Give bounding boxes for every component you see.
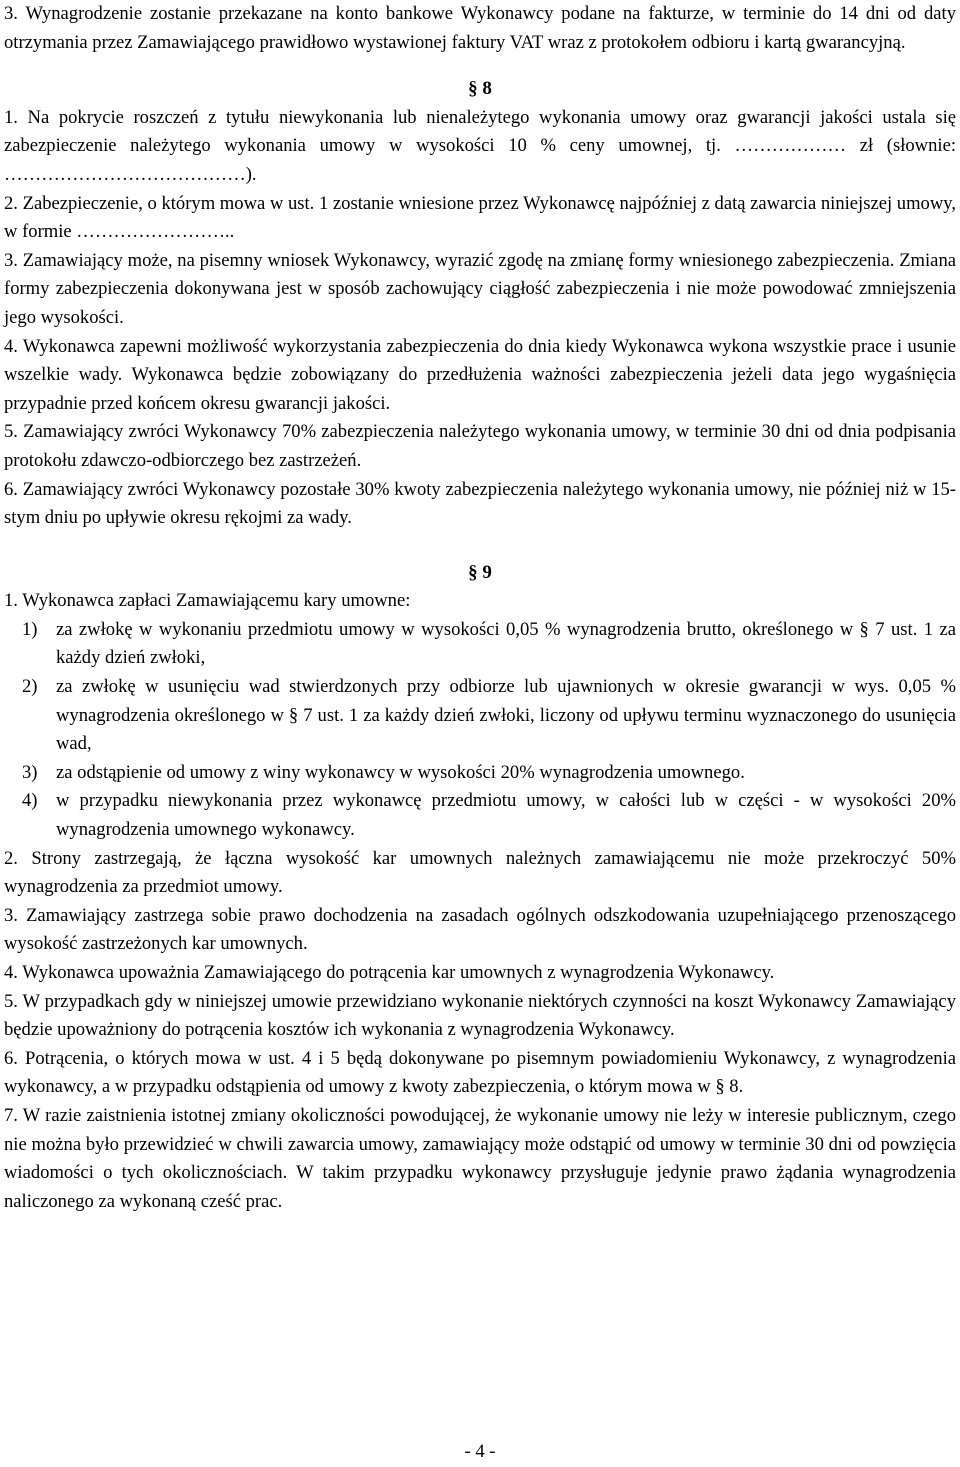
section-9-paragraph-3: 3. Zamawiający zastrzega sobie prawo dochodzenia na zasadach ogólnych odszkodowania uzupełniającego przenoszącego wysokość zastrzeżonych kar umownych.	[4, 904, 956, 955]
page-number: - 4 -	[464, 1441, 496, 1462]
section-9-paragraph-2: 2. Strony zastrzegają, że łączna wysokość kar umownych należnych zamawiającemu nie może przekroczyć 50% wynagrodzenia za przedmiot umowy.	[4, 847, 956, 898]
list-item-text: w przypadku niewykonania przez wykonawcę przedmiotu umowy, w całości lub w części - w wysokości 20% wynagrodzenia umownego wykonawcy.	[56, 790, 956, 841]
list-item-text: za zwłokę w wykonaniu przedmiotu umowy w wysokości 0,05 % wynagrodzenia brutto, określonego w § 7 ust. 1 za każdy dzień zwłoki,	[56, 618, 956, 669]
section-8-paragraph-6: 6. Zamawiający zwróci Wykonawcy pozostałe 30% kwoty zabezpieczenia należytego wykonania umowy, nie później niż w 15-stym dniu po upływie okresu rękojmi za wady.	[4, 478, 956, 529]
section-8-paragraph-2: 2. Zabezpieczenie, o którym mowa w ust. 1 zostanie wniesione przez Wykonawcę najpóźniej z datą zawarcia niniejszej umowy, w formie ……………………..	[4, 192, 956, 243]
section-9-paragraph-5: 5. W przypadkach gdy w niniejszej umowie przewidziano wykonanie niektórych czynności na koszt Wykonawcy Zamawiający będzie upoważniony do potrącenia kosztów ich wykonania z wynagrodzenia Wykonawcy.	[4, 990, 956, 1041]
section-9-paragraph-1: 1. Wykonawca zapłaci Zamawiającemu kary umowne:	[4, 590, 411, 612]
penalty-list	[4, 616, 956, 845]
section-8-paragraph-5: 5. Zamawiający zwróci Wykonawcy 70% zabezpieczenia należytego wykonania umowy, w terminie 30 dni od dnia podpisania protokołu zdawczo-odbiorczego bez zastrzeżeń.	[4, 421, 956, 471]
list-item-number: 4)	[22, 790, 38, 812]
list-item	[4, 616, 956, 673]
section-8-paragraph-1: 1. Na pokrycie roszczeń z tytułu niewykonania lub nienależytego wykonania umowy oraz gwarancji jakości ustala się zabezpieczenie należytego wykonania umowy w wysokości 10 % ceny umownej, tj. ……………… zł (słownie: …………………………………).	[4, 106, 956, 185]
list-item-text: za odstąpienie od umowy z winy wykonawcy w wysokości 20% wynagrodzenia umownego.	[56, 761, 745, 783]
list-item	[4, 673, 956, 759]
section-9-paragraph-7: 7. W razie zaistnienia istotnej zmiany okoliczności powodującej, że wykonanie umowy nie leży w interesie publicznym, czego nie można było przewidzieć w chwili zawarcia umowy, zamawiający może odstąpić od umowy w terminie 30 dni od powzięcia wiadomości o tych okolicznościach. W takim przypadku wykonawcy przysługuje jedynie prawo żądania wynagrodzenia naliczonego za wykonaną cześć prac.	[4, 1104, 956, 1212]
list-item	[4, 787, 956, 844]
list-item-number: 2)	[22, 676, 38, 698]
section-8-paragraph-3: 3. Zamawiający może, na pisemny wniosek Wykonawcy, wyrazić zgodę na zmianę formy wniesionego zabezpieczenia. Zmiana formy zabezpieczenia dokonywana jest w sposób zachowujący ciągłość zabezpieczenia i nie może powodować zmniejszenia jego wysokości.	[4, 249, 956, 328]
section-9-paragraph-4: 4. Wykonawca upoważnia Zamawiającego do potrącenia kar umownych z wynagrodzenia Wykonawcy.	[4, 962, 775, 983]
list-item-number: 1)	[22, 618, 38, 640]
list-item-number: 3)	[22, 761, 38, 783]
paragraph-intro-3: 3. Wynagrodzenie zostanie przekazane na konto bankowe Wykonawcy podane na fakturze, w terminie do 14 dni od daty otrzymania przez Zamawiającego prawidłowo wystawionej faktury VAT wraz z protokołem odbioru i kartą gwarancyjną.	[4, 3, 956, 53]
section-9-paragraph-6: 6. Potrącenia, o których mowa w ust. 4 i 5 będą dokonywane po pisemnym powiadomieniu Wykonawcy, z wynagrodzenia wykonawcy, a w przypadku odstąpienia od umowy z kwoty zabezpieczenia, o którym mowa w § 8.	[4, 1047, 956, 1098]
list-item	[4, 759, 956, 788]
list-item-text: za zwłokę w usunięciu wad stwierdzonych przy odbiorze lub ujawnionych w okresie gwarancji w wys. 0,05 % wynagrodzenia określonego w § 7 ust. 1 za każdy dzień zwłoki, liczony od upływu terminu wyznaczonego do usunięcia wad,	[56, 676, 956, 755]
section-8-paragraph-4: 4. Wykonawca zapewni możliwość wykorzystania zabezpieczenia do dnia kiedy Wykonawca wykona wszystkie prace i usunie wszelkie wady. Wykonawca będzie zobowiązany do przedłużenia ważności zabezpieczenia jeżeli data jego wygaśnięcia przypadnie przed końcem okresu gwarancji jakości.	[4, 335, 956, 414]
section-9-heading: § 9	[468, 561, 492, 583]
section-8-heading: § 8	[468, 78, 492, 100]
